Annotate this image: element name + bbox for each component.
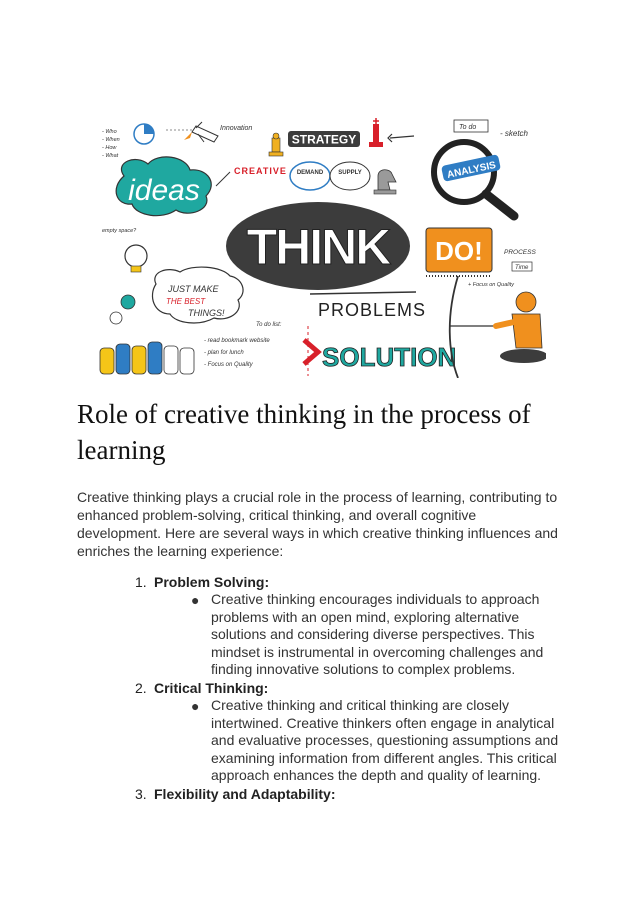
intro-paragraph: Creative thinking plays a crucial role in the process of learning, contributing to enhanced problem-solving, critical thinking, and overall cognitive development. Here are several ways in which creative thinking influences and enriches the learning experience: <box>77 489 558 559</box>
supply-label: SUPPLY <box>338 170 362 176</box>
lightbulb-icon <box>125 245 147 272</box>
to-do-list <box>204 322 282 368</box>
things-label: THINGS! <box>188 308 225 318</box>
chess-knight-icon <box>374 170 396 194</box>
what-label: - What <box>102 153 119 159</box>
item-title: Problem Solving: <box>154 574 270 590</box>
to-do-list-title: To do list: <box>256 322 282 328</box>
think-label: THINK <box>246 219 390 275</box>
to-do-label: To do <box>459 124 477 131</box>
the-best-label: THE BEST <box>166 297 206 306</box>
chess-king-icon <box>269 133 283 156</box>
magnifier-icon <box>434 142 514 216</box>
how-label: - How <box>102 145 117 151</box>
think-illustration <box>96 116 546 378</box>
chess-red-icon <box>369 118 383 147</box>
think-blob <box>226 202 410 290</box>
item-title: Critical Thinking: <box>154 679 269 696</box>
ways-list <box>135 573 575 803</box>
item-number: 3. <box>135 785 147 802</box>
solution-label: SOLUTION <box>322 342 457 372</box>
creative-label: CREATIVE <box>234 166 287 176</box>
item-bullet-list <box>191 591 575 679</box>
demand-supply <box>290 162 370 190</box>
item-title: Flexibility and Adaptability: <box>154 785 336 802</box>
focus-quality-label: + Focus on Quality <box>468 282 515 288</box>
strategy-label: STRATEGY <box>291 132 357 147</box>
item-bullet-list <box>191 696 575 785</box>
to-do-item-1: - read bookmark website <box>204 338 270 344</box>
item-number: 2. <box>135 679 147 696</box>
time-label: Time <box>515 265 529 271</box>
demand-label: DEMAND <box>296 170 324 176</box>
archer-icon <box>450 276 546 378</box>
process-label: PROCESS <box>504 249 536 256</box>
do-box <box>426 228 492 276</box>
rocket-icon <box>184 122 218 142</box>
item-number: 1. <box>135 574 147 590</box>
list-item <box>135 573 575 679</box>
ideas-label: ideas <box>128 174 200 207</box>
do-label: DO! <box>435 236 483 266</box>
bullet-text: Creative thinking encourages individuals to approach problems with an open mind, exploring alternative solutions and considering diverse perspectives. This mindset is instrumental in overcoming challenges and finding innovative solutions to complex problems. <box>211 591 544 678</box>
page-heading: Role of creative thinking in the process of learning <box>77 399 531 465</box>
list-item <box>135 679 575 785</box>
question-list <box>102 129 120 159</box>
who-label: - Who <box>102 129 117 135</box>
strategy-banner <box>288 131 360 147</box>
analysis-label: ANALYSIS <box>446 159 497 181</box>
list-item <box>135 785 575 803</box>
empty-space-label: empty space? <box>102 228 137 234</box>
just-make-cloud <box>152 267 243 323</box>
just-make-label: JUST MAKE <box>168 284 219 294</box>
ideas-cloud <box>116 157 211 216</box>
to-do-item-2: - plan for lunch <box>204 350 244 356</box>
when-label: - When <box>102 137 120 143</box>
bullet-text: Creative thinking and critical thinking are closely intertwined. Creative thinkers often engage in analytical and evaluative processes, questioning assumptions and examining information from different angles. This critical approach enhances the depth and quality of learning. <box>211 696 559 784</box>
sketch-label: - sketch <box>500 129 529 138</box>
bullet-item <box>191 696 575 785</box>
bullet-item <box>191 591 575 679</box>
innovation-label: Innovation <box>220 125 253 132</box>
to-do-item-3: - Focus on Quality <box>204 362 253 368</box>
problems-label: PROBLEMS <box>318 300 427 320</box>
bullet-dot: ● <box>191 592 200 608</box>
pie-chart-icon <box>134 124 154 144</box>
bullet-dot: ● <box>191 697 200 714</box>
